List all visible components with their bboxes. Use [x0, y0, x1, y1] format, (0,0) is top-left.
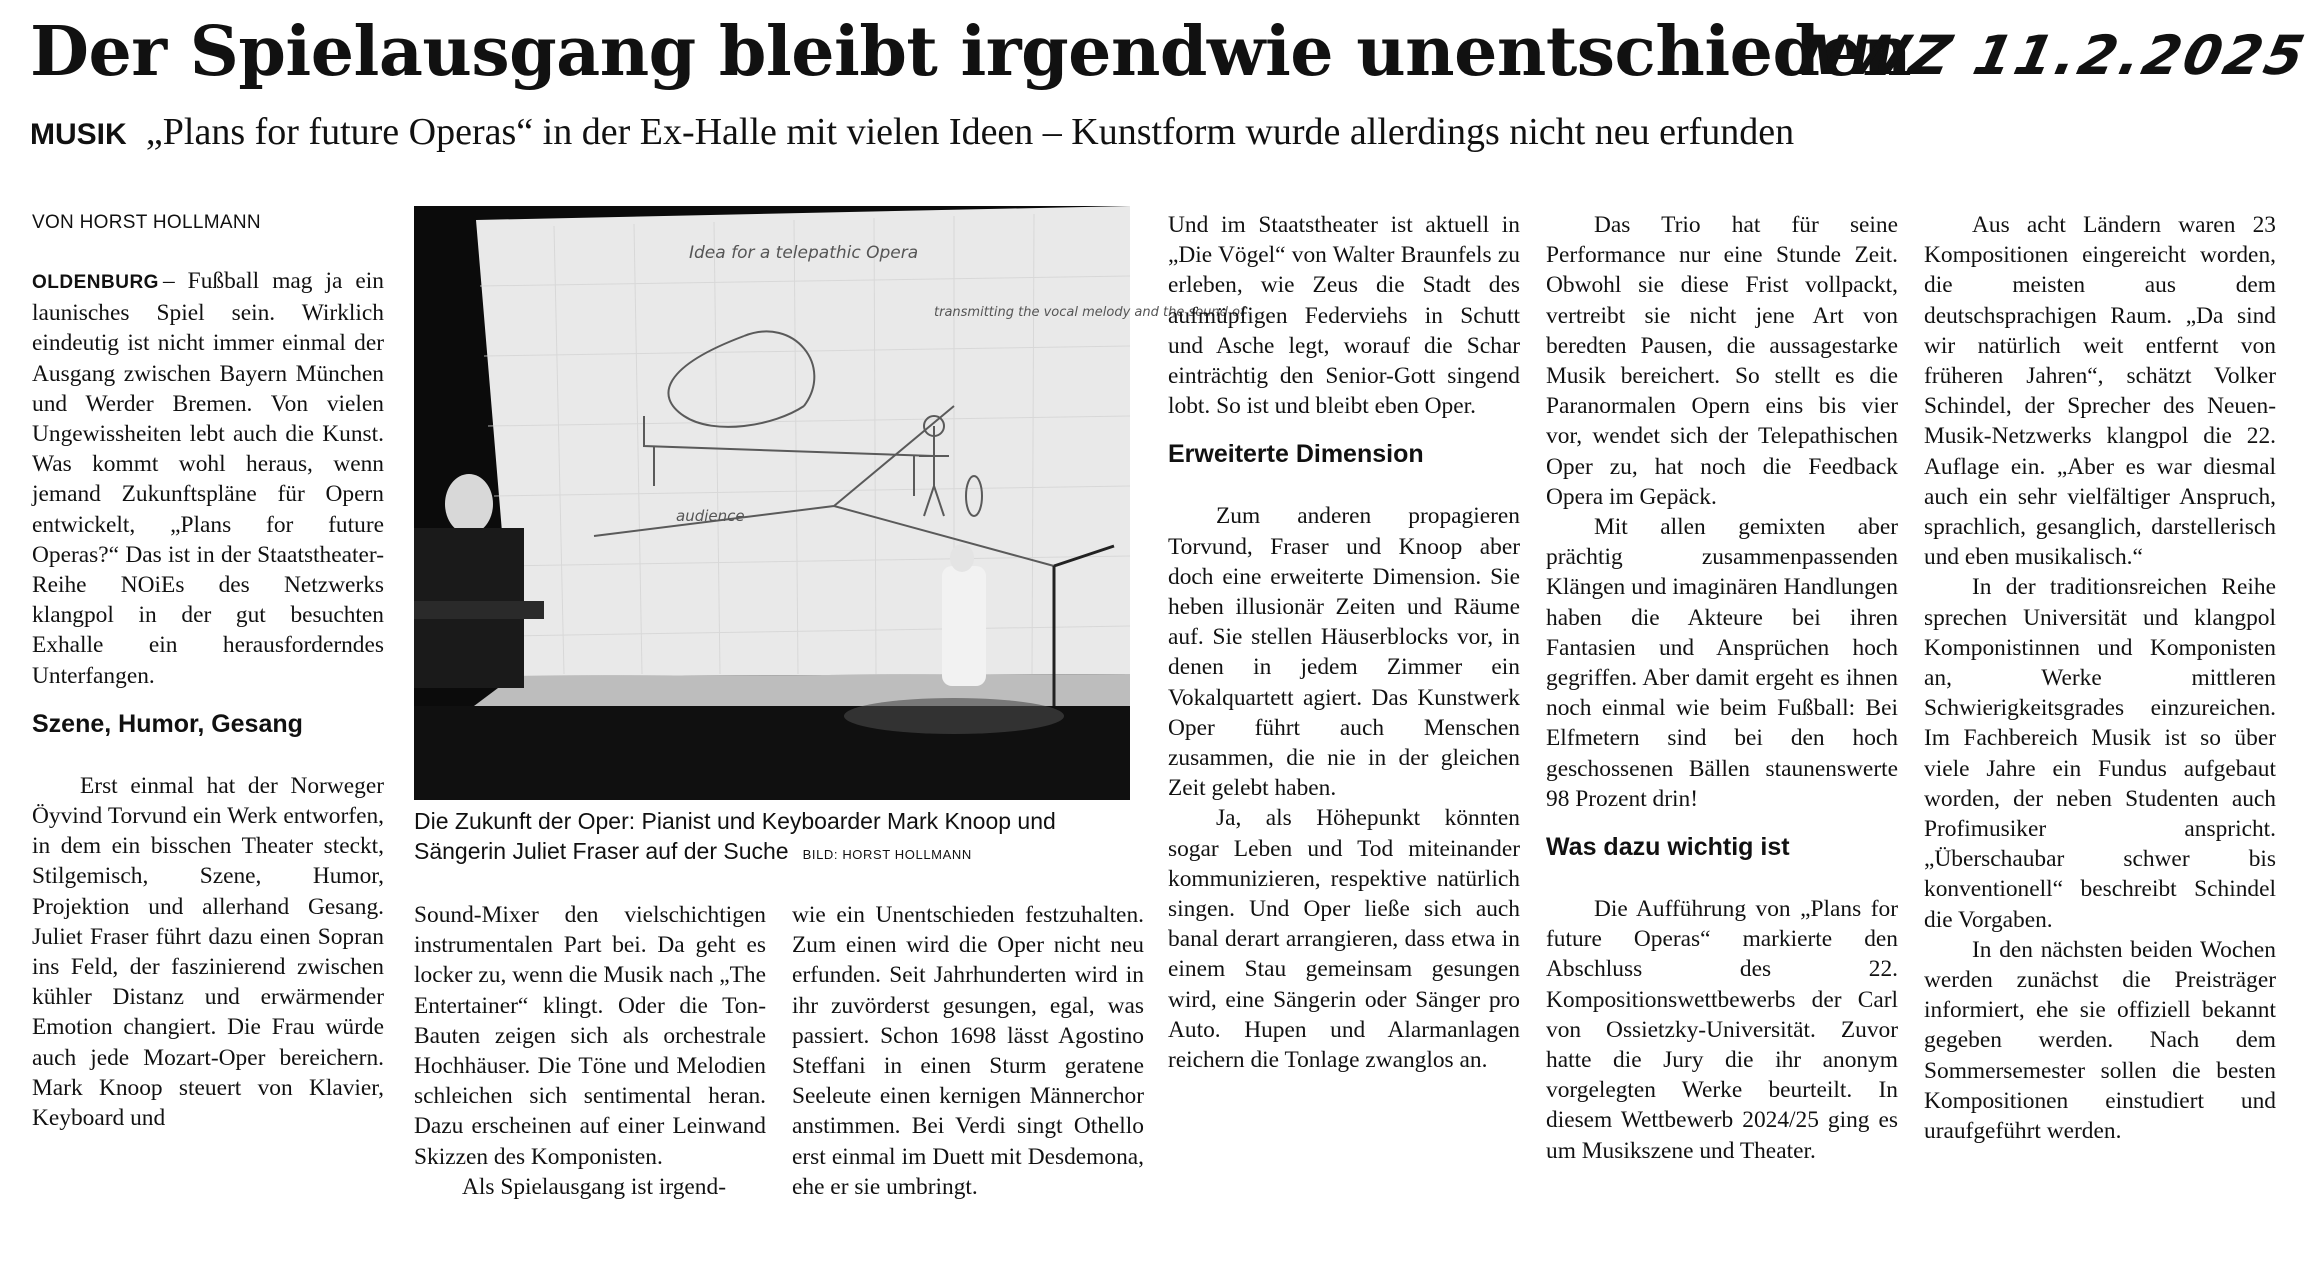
subhead-erweiterte-dimension: Erweiterte Dimension: [1168, 440, 1424, 469]
headline: Der Spielausgang bleibt irgendwie unentschieden: [30, 12, 1912, 92]
paragraph: Zum anderen propagieren Torvund, Fraser und Knoop aber doch eine erweiterte Dimension. Sie heben illusionär Zeiten und Räume auf. Sie stellen Häuserblocks vor, in denen in jedem Zimmer ein Vokalquartett agiert. Das Kunstwerk Oper führt auch Menschen zusammen, die nie in der gleichen Zeit gelebt haben.: [1168, 503, 1520, 802]
column-6: [1924, 210, 2276, 1146]
kicker: MUSIK: [30, 118, 127, 151]
paragraph: Aus acht Ländern waren 23 Kompositionen eingereicht worden, die meisten aus dem deutschsprachigen Raum. „Da sind wir natürlich weit entfernt von früheren Jahren“, schätzt Volker Schindel, der Sprecher des Neuen-Musik-Netzwerks klangpol die 22. Auflage ein. „Aber es war diesmal auch ein sehr vielfältiger Anspruch, sprachlich, gesanglich, darstellerisch und eben musikalisch.“: [1924, 212, 2276, 571]
paragraph: In den nächsten beiden Wochen werden zunächst die Preisträger informiert, ehe sie offiziell bekannt gegeben werden. Nach dem Sommersemester sollen die besten Kompositionen einstudiert und uraufgeführt werden.: [1924, 936, 2276, 1145]
column-1: [32, 210, 384, 1133]
subheadline-row: [30, 110, 1794, 157]
lead-text: – Fußball mag ja ein launisches Spiel sein. Wirklich eindeutig ist nicht immer einmal der Ausgang zwischen Bayern München und Werder Bremen. Von vielen Ungewissheiten lebt auch die Kunst. Was kommt wohl heraus, wenn jemand Zukunftspläne für Opern entwickelt, „Plans for future Operas?“ Das ist in der Staatstheater-Reihe NOiEs des Netzwerks klangpol in der gut besuchten Exhalle ein herausforderndes Unterfangen.: [32, 268, 384, 689]
paragraph: Mit allen gemixten aber prächtig zusammenpassenden Klängen und imaginären Handlungen haben die Akteure bei ihren Fantasien und Ansprüchen hoch gegriffen. Aber damit ergeht es ihnen noch einmal wie beim Fußball: Bei Elfmetern sind bei den hoch geschossenen Bällen staunenswerte 98 Prozent drin!: [1546, 514, 1898, 812]
article-photo: [414, 206, 1245, 800]
sketch-text-1: Idea for a telepathic Opera: [689, 243, 919, 263]
paragraph: Das Trio hat für seine Performance nur eine Stunde Zeit. Obwohl sie diese Frist vollpackt, vertreibt sie nicht jene Art von beredten Pausen, die aussagestarke Musik bereichert. So stellt es die Paranormalen Opern eins bis vier vor, wendet sich der Telepathischen Oper zu, hat noch die Feedback Opera im Gepäck.: [1546, 212, 1898, 510]
caption-text: Die Zukunft der Oper: Pianist und Keyboarder Mark Knoop und Sängerin Juliet Fraser auf der Suche: [414, 808, 1056, 864]
column-5: [1546, 210, 1898, 1166]
paragraph: In der traditionsreichen Reihe sprechen Universität und klangpol Komponistinnen und Komponisten an, Werke mittleren Schwierigkeitsgrades einzureichen. Im Fachbereich Musik ist so über viele Jahre ein Fundus aufgebaut worden, der neben Studenten auch Profimusiker anspricht. „Überschaubar schwer bis konventionell“ beschreibt Schindel die Vorgaben.: [1924, 574, 2276, 933]
paragraph: Als Spielausgang ist irgend-: [462, 1173, 726, 1200]
subhead-was-dazu-wichtig-ist: Was dazu wichtig ist: [1546, 833, 1790, 862]
stage-photo-illustration: [414, 206, 1245, 800]
photo-caption: [414, 806, 1130, 870]
paragraph: Erst einmal hat der Norweger Öyvind Torvund ein Werk entworfen, in dem ein bisschen Theater steckt, Stilgemisch, Szene, Humor, Projektion und allerhand Gesang. Juliet Fraser führt dazu einen Sopran ins Feld, der faszinierend zwischen kühler Distanz und erwärmender Emotion changiert. Die Frau würde auch jede Mozart-Oper bereichern. Mark Knoop steuert von Klavier, Keyboard und: [32, 772, 384, 1132]
column-3-lower: [792, 900, 1144, 1202]
subheadline: „Plans for future Operas“ in der Ex-Halle mit vielen Ideen – Kunstform wurde allerdings nicht neu erfunden: [145, 111, 1795, 153]
paragraph: Sound-Mixer den vielschichtigen instrumentalen Part bei. Da geht es locker zu, wenn die Musik nach „The Entertainer“ klingt. Oder die Ton-Bauten zeigen sich als orchestrale Hochhäuser. Die Töne und Melodien schleichen sich sentimental heran. Dazu erscheinen auf einer Leinwand Skizzen des Komponisten.: [414, 902, 766, 1170]
column-4: [1168, 210, 1520, 1075]
byline: VON HORST HOLLMANN: [32, 212, 261, 233]
paragraph: Die Aufführung von „Plans for future Operas“ markierte den Abschluss des 22. Kompositionswettbewerbs der Carl von Ossietzky-Universität. Zuvor hatte die Jury die ihr anonym vorgelegten Werke beurteilt. In diesem Wettbewerb 2024/25 ging es um Musikszene und Theater.: [1546, 896, 1898, 1164]
paragraph: Ja, als Höhepunkt könnten sogar Leben und Tod miteinander kommunizieren, respektive natürlich singen. Und Oper ließe sich auch banal derart arrangieren, dass etwa in einem Stau gemeinsam gesungen wird, eine Sängerin oder Sänger pro Auto. Hupen und Alarmanlagen reichern die Tonlage zwanglos an.: [1168, 805, 1520, 1074]
lead-paragraph: [32, 266, 384, 691]
subhead-szene: Szene, Humor, Gesang: [32, 709, 303, 738]
paragraph: wie ein Unentschieden festzuhalten. Zum einen wird die Oper nicht neu erfunden. Seit Jahrhunderten wird in ihr zuvörderst gesungen, egal, was passiert. Schon 1698 lässt Agostino Steffani in einen Sturm geratene Seeleute einen kernigen Männerchor anstimmen. Bei Verdi singt Othello erst einmal im Duett mit Desdemona, ehe er sie umbringt.: [792, 902, 1144, 1200]
paragraph: Und im Staatstheater ist aktuell in „Die Vögel“ von Walter Braunfels zu erleben, wie Zeus die Stadt des aufmüpfigen Federviehs in Schutt und Asche legt, worauf die Schar einträchtig den Senior-Gott singend lobt. So ist und bleibt eben Oper.: [1168, 212, 1520, 420]
dateline: OLDENBURG: [32, 272, 159, 293]
sketch-text-2: transmitting the vocal melody and the sound of: [934, 305, 1245, 320]
photo-credit: BILD: HORST HOLLMANN: [802, 847, 972, 862]
sketch-text-3: audience: [676, 507, 745, 525]
handwritten-date-stamp: NWZ 11.2.2025: [1793, 24, 2312, 87]
column-2: [414, 900, 766, 1202]
